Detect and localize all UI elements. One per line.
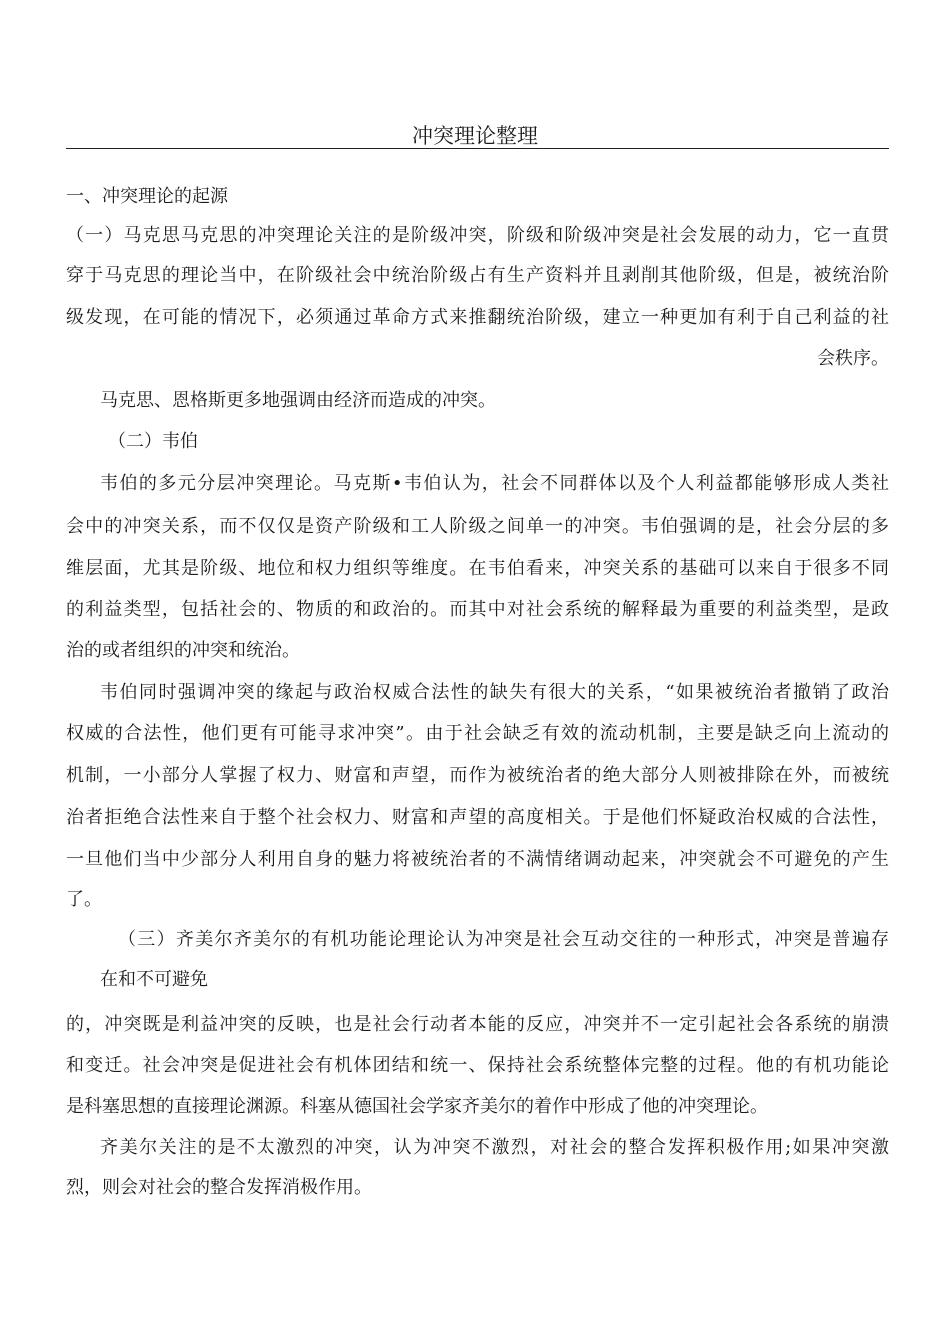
title-rule (66, 148, 889, 149)
paragraph-line: 一旦他们当中少部分人利用自身的魅力将被统治者的不满情绪调动起来，冲突就会不可避免的产生 (66, 849, 889, 870)
paragraph-line: 的利益类型，包括社会的、物质的和政治的。而其中对社会系统的解释最为重要的利益类型，是政 (66, 599, 889, 620)
document-title: 冲突理论整理 (412, 124, 538, 148)
paragraph-line: 马克思、恩格斯更多地强调由经济而造成的冲突。 (100, 390, 496, 411)
paragraph-line: 级发现，在可能的情况下，必须通过革命方式来推翻统治阶级，建立一种更加有利于自己利益的社 (66, 307, 889, 328)
paragraph-line: 和变迁。社会冲突是促进社会有机体团结和统一、保持社会系统整体完整的过程。他的有机功能论 (66, 1055, 889, 1076)
paragraph-line: （一）马克思马克思的冲突理论关注的是阶级冲突，阶级和阶级冲突是社会发展的动力，它一直贯 (66, 225, 889, 246)
paragraph-line: 会秩序。 (817, 348, 889, 369)
paragraph-line: 了。 (66, 889, 102, 910)
paragraph-line: 烈，则会对社会的整合发挥消极作用。 (66, 1177, 372, 1198)
paragraph-line: 的，冲突既是利益冲突的反映，也是社会行动者本能的反应，冲突并不一定引起社会各系统的崩溃 (66, 1014, 889, 1035)
paragraph-line: 治者拒绝合法性来自于整个社会权力、财富和声望的高度相关。于是他们怀疑政治权威的合法性， (66, 807, 889, 828)
subsection-heading: （三）齐美尔齐美尔的有机功能论理论认为冲突是社会互动交往的一种形式，冲突是普遍存 (118, 929, 889, 950)
paragraph-line: 权威的合法性，他们更有可能寻求冲突”。由于社会缺乏有效的流动机制，主要是缺乏向上流动的 (66, 723, 889, 744)
paragraph-line: 治的或者组织的冲突和统治。 (66, 640, 300, 661)
paragraph-line: 韦伯同时强调冲突的缘起与政治权威合法性的缺失有很大的关系，“如果被统治者撤销了政治 (100, 682, 889, 703)
paragraph-line: 穿于马克思的理论当中，在阶级社会中统治阶级占有生产资料并且剥削其他阶级，但是，被统治阶 (66, 265, 889, 286)
paragraph-line: 是科塞思想的直接理论渊源。科塞从德国社会学家齐美尔的着作中形成了他的冲突理论。 (66, 1096, 768, 1117)
section-heading: 一、冲突理论的起源 (66, 186, 228, 207)
paragraph-line: 韦伯的多元分层冲突理论。马克斯•韦伯认为，社会不同群体以及个人利益都能够形成人类社 (100, 473, 889, 494)
paragraph-line: 维层面，尤其是阶级、地位和权力组织等维度。在韦伯看来，冲突关系的基础可以来自于很多不同 (66, 558, 889, 579)
paragraph-line: 在和不可避免 (100, 969, 208, 990)
paragraph-line: 机制，一小部分人掌握了权力、财富和声望，而作为被统治者的绝大部分人则被排除在外，而被统 (66, 765, 889, 786)
paragraph-line: 会中的冲突关系，而不仅仅是资产阶级和工人阶级之间单一的冲突。韦伯强调的是，社会分层的多 (66, 516, 889, 537)
subsection-heading: （二）韦伯 (108, 431, 198, 452)
paragraph-line: 齐美尔关注的是不太激烈的冲突，认为冲突不激烈，对社会的整合发挥积极作用;如果冲突激 (100, 1137, 889, 1158)
